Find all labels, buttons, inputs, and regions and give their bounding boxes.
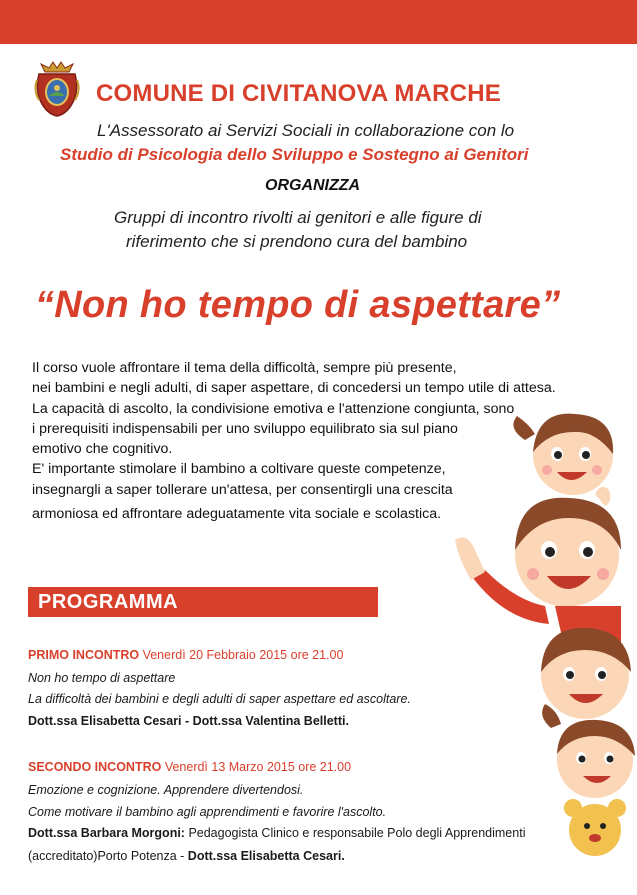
peeking-children-illustration <box>445 410 637 895</box>
body-line: insegnargli a saper tollerare un'attesa, per consentirgli una crescita <box>32 481 453 498</box>
event-2-speaker-a <box>28 826 525 840</box>
body-line: La capacità di ascolto, la condivisione emotiva e l'attenzione congiunta, sono <box>32 400 515 417</box>
body-line: armoniosa ed affrontare adeguatamente vita sociale e scolastica. <box>32 506 442 523</box>
event-2-description: Come motivare il bambino agli apprendimenti e favorire l'ascolto. <box>28 805 387 819</box>
subtitle-studio: Studio di Psicologia dello Sviluppo e Sostegno ai Genitori <box>60 145 529 164</box>
event-2-topic: Emozione e cognizione. Apprendere divertendosi. <box>28 783 304 797</box>
body-line: Il corso vuole affrontare il tema della difficoltà, sempre più presente, <box>32 360 457 376</box>
body-line: i prerequisiti indispensabili per uno sviluppo equilibrato sia sul piano <box>32 420 458 437</box>
event-2-speaker-b <box>28 849 345 863</box>
event-2-date: Venerdì 13 Marzo 2015 ore 21.00 <box>161 760 352 774</box>
coat-of-arms-icon <box>33 60 81 118</box>
top-banner <box>0 0 637 44</box>
event-2-label: SECONDO INCONTRO <box>28 760 162 774</box>
body-line: E' importante stimolare il bambino a coltivare queste competenze, <box>32 461 446 478</box>
event-1-topic: Non ho tempo di aspettare <box>28 671 176 685</box>
event-2-header <box>28 760 351 774</box>
speaker-role: Pedagogista Clinico e responsabile Polo degli Apprendimenti <box>184 826 526 840</box>
body-line: emotivo che cognitivo. <box>32 441 173 458</box>
speaker-name: Dott.ssa Elisabetta Cesari. <box>187 849 345 863</box>
programma-label: PROGRAMMA <box>38 591 179 613</box>
speaker-place: (accreditato)Porto Potenza - <box>28 849 188 863</box>
page-title: COMUNE DI CIVITANOVA MARCHE <box>96 80 501 107</box>
event-1-label: PRIMO INCONTRO <box>28 648 140 662</box>
speaker-name: Dott.ssa Barbara Morgoni: <box>28 826 185 840</box>
body-line: nei bambini e negli adulti, di saper aspettare, di concedersi un tempo utile di attesa. <box>32 380 556 397</box>
event-1-header <box>28 648 343 662</box>
event-1-description: La difficoltà dei bambini e degli adulti di saper aspettare ed ascoltare. <box>28 692 411 706</box>
event-1-speakers: Dott.ssa Elisabetta Cesari - Dott.ssa Valentina Belletti. <box>28 714 349 728</box>
event-1-date: Venerdì 20 Febbraio 2015 ore 21.00 <box>139 648 344 662</box>
description-line-1: Gruppi di incontro rivolti ai genitori e alle figure di <box>114 208 482 227</box>
organizza-label: ORGANIZZA <box>265 177 361 194</box>
description-line-2: riferimento che si prendono cura del bambino <box>126 232 468 251</box>
event-title-quote: “Non ho tempo di aspettare” <box>35 284 561 326</box>
subtitle-assessorato: L'Assessorato ai Servizi Sociali in collaborazione con lo <box>97 121 515 140</box>
